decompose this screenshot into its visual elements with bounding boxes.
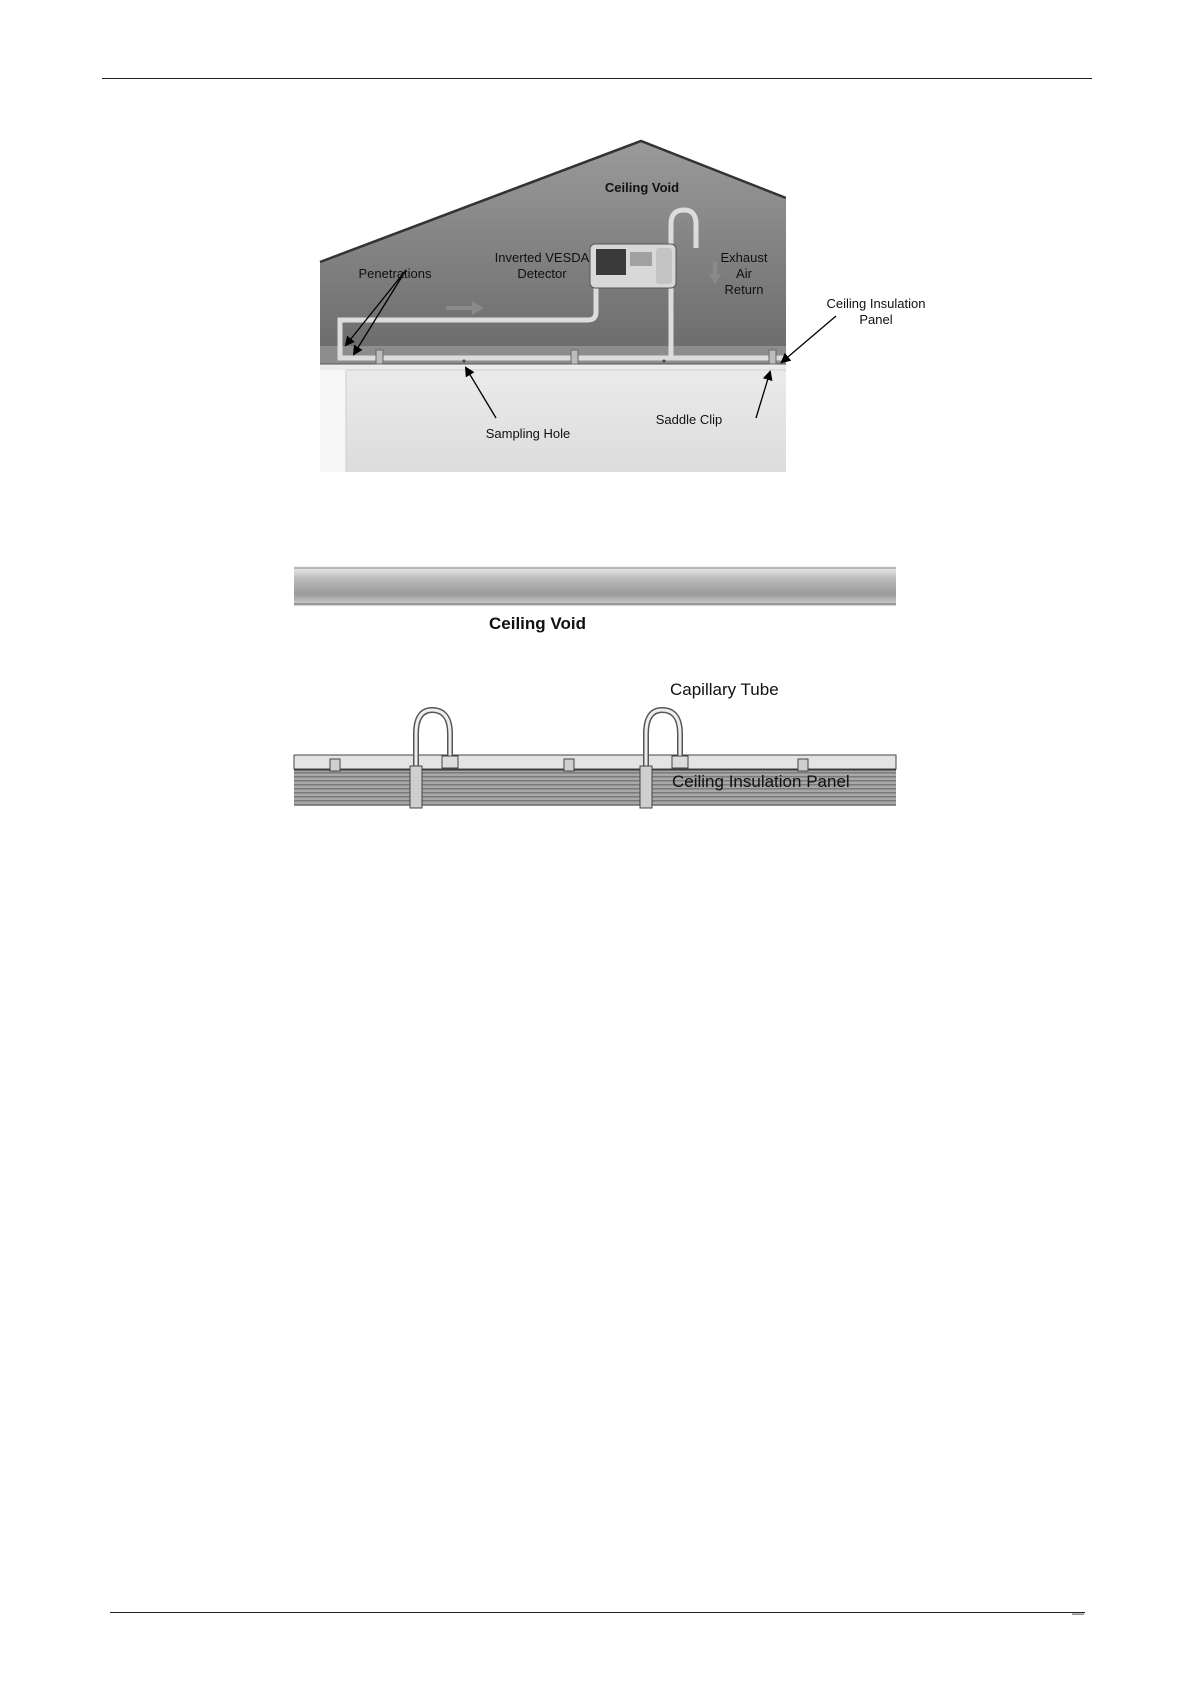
panel-label-line2: Panel	[859, 312, 893, 327]
sampling-hole	[663, 360, 666, 363]
saddle-clip-label: Saddle Clip	[655, 412, 723, 427]
detector-label-line1: Inverted VESDA	[494, 250, 590, 265]
saddle-clip	[376, 350, 383, 364]
ceiling-insulation-panel	[320, 346, 786, 364]
exhaust-label	[712, 250, 776, 298]
ceiling-insulation-panel-detail-label: Ceiling Insulation Panel	[672, 772, 850, 791]
ceiling-insulation-panel-label	[818, 296, 934, 328]
footer-rule	[110, 1612, 1085, 1613]
exhaust-label-line1: Exhaust	[720, 250, 768, 265]
pipe-clip	[798, 759, 808, 771]
detector-label-line2: Detector	[517, 266, 567, 281]
detector-label	[484, 250, 600, 282]
vesda-detector	[590, 244, 676, 288]
upper-pipe	[294, 566, 896, 606]
saddle-clip	[769, 350, 776, 364]
sampling-hole	[463, 360, 466, 363]
panel-label-line1: Ceiling Insulation	[826, 296, 926, 311]
pipe-clip	[330, 759, 340, 771]
exhaust-label-line2: Air	[736, 266, 752, 281]
sampling-point	[640, 766, 652, 808]
pipe-clip	[672, 756, 688, 768]
pipe-clip	[564, 759, 574, 771]
room-wall	[320, 370, 346, 472]
penetrations-label: Penetrations	[358, 266, 432, 281]
saddle-clip	[571, 350, 578, 364]
ceiling-void-label: Ceiling Void	[604, 180, 680, 195]
sampling-hole-label: Sampling Hole	[485, 426, 571, 441]
exhaust-label-line3: Return	[724, 282, 764, 297]
page-corner-mark: —	[1072, 1606, 1084, 1620]
header-rule	[102, 78, 1092, 79]
ceiling-void-detail-label: Ceiling Void	[489, 614, 586, 633]
sampling-point	[410, 766, 422, 808]
pipe-clip	[442, 756, 458, 768]
capillary-tube-label: Capillary Tube	[670, 680, 779, 699]
